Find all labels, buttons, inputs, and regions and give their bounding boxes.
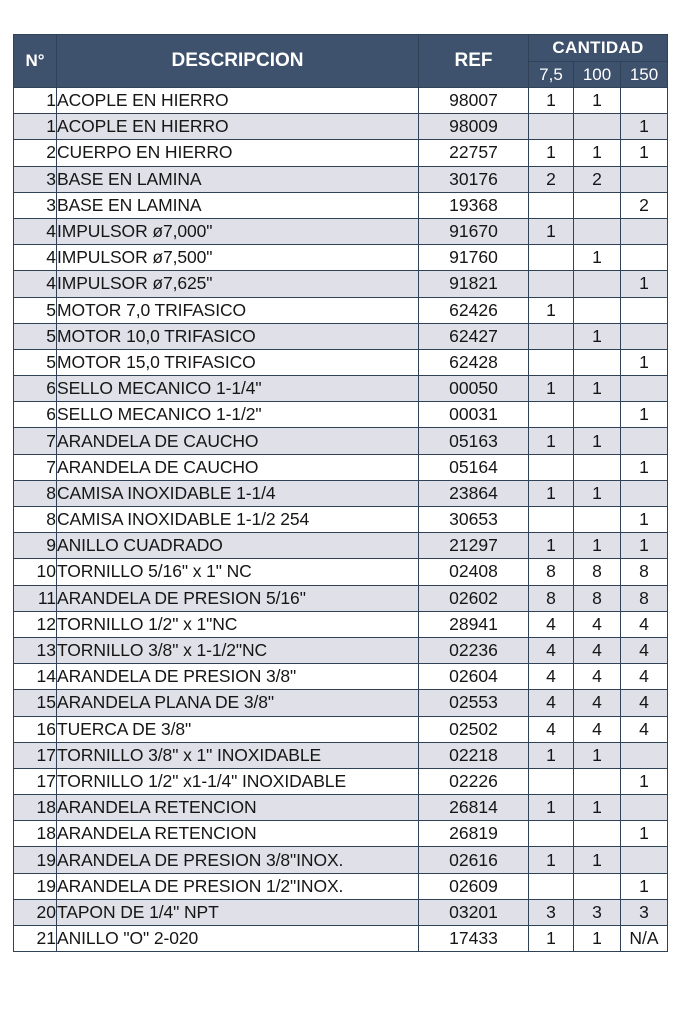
cell-reference: 22757 xyxy=(419,140,529,166)
cell-description: TORNILLO 5/16" x 1" NC xyxy=(57,559,419,585)
table-row xyxy=(14,742,668,768)
cell-qty-100 xyxy=(574,218,621,244)
cell-qty-7-5 xyxy=(529,873,574,899)
cell-description: IMPULSOR ø7,000" xyxy=(57,218,419,244)
cell-reference: 02553 xyxy=(419,690,529,716)
cell-item-number: 17 xyxy=(14,742,57,768)
cell-item-number: 18 xyxy=(14,795,57,821)
cell-description: CAMISA INOXIDABLE 1-1/4 xyxy=(57,480,419,506)
cell-reference: 02602 xyxy=(419,585,529,611)
cell-qty-7-5 xyxy=(529,114,574,140)
cell-reference: 26814 xyxy=(419,795,529,821)
cell-description: MOTOR 7,0 TRIFASICO xyxy=(57,297,419,323)
table-row xyxy=(14,88,668,114)
cell-qty-150: 1 xyxy=(621,402,668,428)
cell-qty-7-5: 1 xyxy=(529,926,574,952)
cell-qty-7-5 xyxy=(529,507,574,533)
cell-qty-150: 1 xyxy=(621,768,668,794)
cell-description: ARANDELA DE CAUCHO xyxy=(57,454,419,480)
cell-qty-7-5: 1 xyxy=(529,88,574,114)
cell-qty-150: 1 xyxy=(621,349,668,375)
cell-reference: 02604 xyxy=(419,664,529,690)
table-row xyxy=(14,192,668,218)
cell-description: ARANDELA RETENCION xyxy=(57,821,419,847)
cell-qty-150 xyxy=(621,847,668,873)
cell-description: TAPON DE 1/4" NPT xyxy=(57,899,419,925)
cell-qty-150: 4 xyxy=(621,611,668,637)
cell-item-number: 16 xyxy=(14,716,57,742)
table-row xyxy=(14,585,668,611)
header-ref: REF xyxy=(419,35,529,88)
cell-reference: 23864 xyxy=(419,480,529,506)
cell-qty-7-5: 4 xyxy=(529,637,574,663)
cell-qty-7-5: 4 xyxy=(529,611,574,637)
cell-item-number: 5 xyxy=(14,349,57,375)
cell-qty-100: 1 xyxy=(574,847,621,873)
table-row xyxy=(14,376,668,402)
cell-qty-100: 4 xyxy=(574,664,621,690)
cell-qty-100: 1 xyxy=(574,742,621,768)
cell-qty-100 xyxy=(574,114,621,140)
cell-reference: 91821 xyxy=(419,271,529,297)
cell-item-number: 9 xyxy=(14,533,57,559)
cell-qty-7-5: 1 xyxy=(529,533,574,559)
cell-item-number: 1 xyxy=(14,114,57,140)
cell-item-number: 19 xyxy=(14,873,57,899)
cell-qty-7-5 xyxy=(529,323,574,349)
table-row xyxy=(14,349,668,375)
cell-reference: 00031 xyxy=(419,402,529,428)
cell-reference: 30653 xyxy=(419,507,529,533)
table-row xyxy=(14,795,668,821)
cell-qty-100: 1 xyxy=(574,376,621,402)
cell-qty-100: 1 xyxy=(574,533,621,559)
cell-description: TORNILLO 1/2" x1-1/4" INOXIDABLE xyxy=(57,768,419,794)
table-row xyxy=(14,428,668,454)
cell-description: BASE EN LAMINA xyxy=(57,192,419,218)
cell-item-number: 5 xyxy=(14,323,57,349)
table-body xyxy=(14,88,668,952)
cell-description: MOTOR 15,0 TRIFASICO xyxy=(57,349,419,375)
cell-reference: 05164 xyxy=(419,454,529,480)
cell-qty-150: 2 xyxy=(621,192,668,218)
cell-qty-7-5: 2 xyxy=(529,166,574,192)
cell-qty-150 xyxy=(621,218,668,244)
cell-reference: 02616 xyxy=(419,847,529,873)
table-row xyxy=(14,271,668,297)
cell-qty-7-5: 1 xyxy=(529,297,574,323)
cell-reference: 30176 xyxy=(419,166,529,192)
cell-reference: 03201 xyxy=(419,899,529,925)
table-row xyxy=(14,873,668,899)
cell-item-number: 6 xyxy=(14,376,57,402)
cell-qty-100: 1 xyxy=(574,926,621,952)
cell-qty-7-5: 1 xyxy=(529,795,574,821)
cell-qty-7-5: 8 xyxy=(529,585,574,611)
table-row xyxy=(14,297,668,323)
cell-qty-150: 1 xyxy=(621,454,668,480)
table-row xyxy=(14,166,668,192)
cell-qty-150 xyxy=(621,245,668,271)
table-row xyxy=(14,847,668,873)
table-row xyxy=(14,533,668,559)
cell-item-number: 1 xyxy=(14,88,57,114)
cell-qty-7-5: 1 xyxy=(529,140,574,166)
cell-item-number: 21 xyxy=(14,926,57,952)
cell-description: SELLO MECANICO 1-1/4" xyxy=(57,376,419,402)
cell-reference: 28941 xyxy=(419,611,529,637)
table-row xyxy=(14,480,668,506)
cell-item-number: 3 xyxy=(14,192,57,218)
cell-item-number: 8 xyxy=(14,480,57,506)
cell-reference: 02502 xyxy=(419,716,529,742)
cell-description: ARANDELA DE CAUCHO xyxy=(57,428,419,454)
cell-qty-100: 1 xyxy=(574,323,621,349)
cell-qty-7-5 xyxy=(529,402,574,428)
cell-qty-100: 8 xyxy=(574,585,621,611)
cell-item-number: 4 xyxy=(14,218,57,244)
cell-description: ARANDELA PLANA DE 3/8" xyxy=(57,690,419,716)
cell-qty-7-5: 1 xyxy=(529,742,574,768)
cell-description: TORNILLO 3/8" x 1" INOXIDABLE xyxy=(57,742,419,768)
cell-qty-150: 1 xyxy=(621,507,668,533)
cell-reference: 17433 xyxy=(419,926,529,952)
table-row xyxy=(14,402,668,428)
cell-reference: 02609 xyxy=(419,873,529,899)
cell-qty-7-5 xyxy=(529,768,574,794)
cell-item-number: 14 xyxy=(14,664,57,690)
cell-reference: 26819 xyxy=(419,821,529,847)
table-row xyxy=(14,559,668,585)
cell-item-number: 15 xyxy=(14,690,57,716)
cell-qty-7-5 xyxy=(529,245,574,271)
cell-qty-150 xyxy=(621,323,668,349)
table-row xyxy=(14,768,668,794)
cell-description: ARANDELA RETENCION xyxy=(57,795,419,821)
table-row xyxy=(14,926,668,952)
header-qty-100: 100 xyxy=(574,62,621,88)
cell-qty-100: 4 xyxy=(574,716,621,742)
cell-qty-7-5: 1 xyxy=(529,847,574,873)
cell-qty-100: 4 xyxy=(574,690,621,716)
cell-item-number: 3 xyxy=(14,166,57,192)
cell-qty-150: 1 xyxy=(621,821,668,847)
cell-item-number: 6 xyxy=(14,402,57,428)
header-no: N° xyxy=(14,35,57,88)
cell-item-number: 7 xyxy=(14,454,57,480)
cell-qty-150 xyxy=(621,166,668,192)
table-row xyxy=(14,245,668,271)
cell-qty-100 xyxy=(574,297,621,323)
cell-qty-100: 1 xyxy=(574,88,621,114)
cell-qty-150: 8 xyxy=(621,559,668,585)
cell-reference: 02236 xyxy=(419,637,529,663)
cell-description: ACOPLE EN HIERRO xyxy=(57,88,419,114)
cell-qty-100: 1 xyxy=(574,428,621,454)
cell-description: ANILLO "O" 2-020 xyxy=(57,926,419,952)
cell-description: ARANDELA DE PRESION 3/8"INOX. xyxy=(57,847,419,873)
cell-item-number: 5 xyxy=(14,297,57,323)
header-descripcion: DESCRIPCION xyxy=(57,35,419,88)
cell-qty-100: 8 xyxy=(574,559,621,585)
cell-qty-7-5: 3 xyxy=(529,899,574,925)
table-row xyxy=(14,507,668,533)
cell-qty-100: 4 xyxy=(574,611,621,637)
cell-item-number: 4 xyxy=(14,245,57,271)
table-row xyxy=(14,114,668,140)
cell-description: ARANDELA DE PRESION 1/2"INOX. xyxy=(57,873,419,899)
table-row xyxy=(14,637,668,663)
table-row xyxy=(14,664,668,690)
cell-description: IMPULSOR ø7,625" xyxy=(57,271,419,297)
cell-item-number: 13 xyxy=(14,637,57,663)
table-row xyxy=(14,323,668,349)
cell-item-number: 12 xyxy=(14,611,57,637)
cell-qty-7-5: 4 xyxy=(529,664,574,690)
cell-description: CAMISA INOXIDABLE 1-1/2 254 xyxy=(57,507,419,533)
table-row xyxy=(14,690,668,716)
cell-description: TUERCA DE 3/8" xyxy=(57,716,419,742)
cell-qty-7-5: 1 xyxy=(529,218,574,244)
cell-item-number: 19 xyxy=(14,847,57,873)
cell-qty-150: 1 xyxy=(621,533,668,559)
cell-qty-150: 3 xyxy=(621,899,668,925)
cell-item-number: 7 xyxy=(14,428,57,454)
cell-qty-7-5 xyxy=(529,821,574,847)
cell-reference: 91670 xyxy=(419,218,529,244)
cell-reference: 98007 xyxy=(419,88,529,114)
parts-table xyxy=(13,34,668,952)
cell-qty-150 xyxy=(621,88,668,114)
cell-qty-150 xyxy=(621,376,668,402)
table-row xyxy=(14,716,668,742)
cell-reference: 02408 xyxy=(419,559,529,585)
table-row xyxy=(14,218,668,244)
cell-qty-150 xyxy=(621,428,668,454)
cell-qty-100 xyxy=(574,402,621,428)
cell-qty-150: 4 xyxy=(621,690,668,716)
cell-description: SELLO MECANICO 1-1/2" xyxy=(57,402,419,428)
cell-reference: 62427 xyxy=(419,323,529,349)
cell-qty-100: 4 xyxy=(574,637,621,663)
cell-description: MOTOR 10,0 TRIFASICO xyxy=(57,323,419,349)
cell-reference: 05163 xyxy=(419,428,529,454)
cell-item-number: 4 xyxy=(14,271,57,297)
cell-qty-100 xyxy=(574,454,621,480)
cell-qty-7-5: 1 xyxy=(529,428,574,454)
cell-qty-150: 1 xyxy=(621,271,668,297)
cell-qty-7-5: 8 xyxy=(529,559,574,585)
cell-qty-100 xyxy=(574,821,621,847)
cell-reference: 21297 xyxy=(419,533,529,559)
cell-description: ANILLO CUADRADO xyxy=(57,533,419,559)
cell-reference: 91760 xyxy=(419,245,529,271)
cell-item-number: 2 xyxy=(14,140,57,166)
cell-qty-7-5: 1 xyxy=(529,376,574,402)
cell-qty-150: 4 xyxy=(621,637,668,663)
header-qty-7-5: 7,5 xyxy=(529,62,574,88)
header-cantidad: CANTIDAD xyxy=(529,35,668,62)
cell-qty-100: 1 xyxy=(574,795,621,821)
cell-qty-7-5 xyxy=(529,192,574,218)
cell-reference: 62426 xyxy=(419,297,529,323)
cell-qty-150: 4 xyxy=(621,716,668,742)
cell-reference: 00050 xyxy=(419,376,529,402)
cell-item-number: 18 xyxy=(14,821,57,847)
cell-qty-7-5: 4 xyxy=(529,690,574,716)
cell-qty-150 xyxy=(621,742,668,768)
cell-qty-150: 1 xyxy=(621,140,668,166)
table-row xyxy=(14,899,668,925)
cell-reference: 98009 xyxy=(419,114,529,140)
cell-description: TORNILLO 1/2" x 1"NC xyxy=(57,611,419,637)
cell-reference: 02226 xyxy=(419,768,529,794)
cell-qty-100: 1 xyxy=(574,480,621,506)
cell-item-number: 20 xyxy=(14,899,57,925)
cell-item-number: 17 xyxy=(14,768,57,794)
cell-qty-100: 1 xyxy=(574,140,621,166)
cell-qty-7-5 xyxy=(529,349,574,375)
cell-qty-150: 1 xyxy=(621,873,668,899)
cell-item-number: 11 xyxy=(14,585,57,611)
cell-reference: 62428 xyxy=(419,349,529,375)
cell-qty-100: 2 xyxy=(574,166,621,192)
cell-item-number: 10 xyxy=(14,559,57,585)
cell-description: TORNILLO 3/8" x 1-1/2"NC xyxy=(57,637,419,663)
cell-qty-150 xyxy=(621,795,668,821)
cell-description: IMPULSOR ø7,500" xyxy=(57,245,419,271)
cell-qty-100 xyxy=(574,192,621,218)
header-qty-150: 150 xyxy=(621,62,668,88)
table-header xyxy=(14,35,668,88)
table-row xyxy=(14,611,668,637)
table-row xyxy=(14,454,668,480)
cell-qty-150: N/A xyxy=(621,926,668,952)
cell-qty-7-5: 1 xyxy=(529,480,574,506)
cell-reference: 19368 xyxy=(419,192,529,218)
cell-qty-150: 4 xyxy=(621,664,668,690)
table-row xyxy=(14,821,668,847)
cell-reference: 02218 xyxy=(419,742,529,768)
cell-qty-100 xyxy=(574,349,621,375)
cell-description: CUERPO EN HIERRO xyxy=(57,140,419,166)
cell-qty-7-5 xyxy=(529,454,574,480)
cell-description: BASE EN LAMINA xyxy=(57,166,419,192)
cell-qty-7-5: 4 xyxy=(529,716,574,742)
cell-qty-100: 3 xyxy=(574,899,621,925)
table-row xyxy=(14,140,668,166)
cell-item-number: 8 xyxy=(14,507,57,533)
cell-description: ACOPLE EN HIERRO xyxy=(57,114,419,140)
cell-qty-150 xyxy=(621,297,668,323)
cell-qty-150 xyxy=(621,480,668,506)
cell-qty-100 xyxy=(574,271,621,297)
cell-qty-150: 1 xyxy=(621,114,668,140)
cell-qty-100 xyxy=(574,873,621,899)
cell-qty-150: 8 xyxy=(621,585,668,611)
cell-description: ARANDELA DE PRESION 3/8" xyxy=(57,664,419,690)
cell-qty-100 xyxy=(574,768,621,794)
cell-qty-100 xyxy=(574,507,621,533)
cell-qty-7-5 xyxy=(529,271,574,297)
cell-qty-100: 1 xyxy=(574,245,621,271)
cell-description: ARANDELA DE PRESION 5/16" xyxy=(57,585,419,611)
